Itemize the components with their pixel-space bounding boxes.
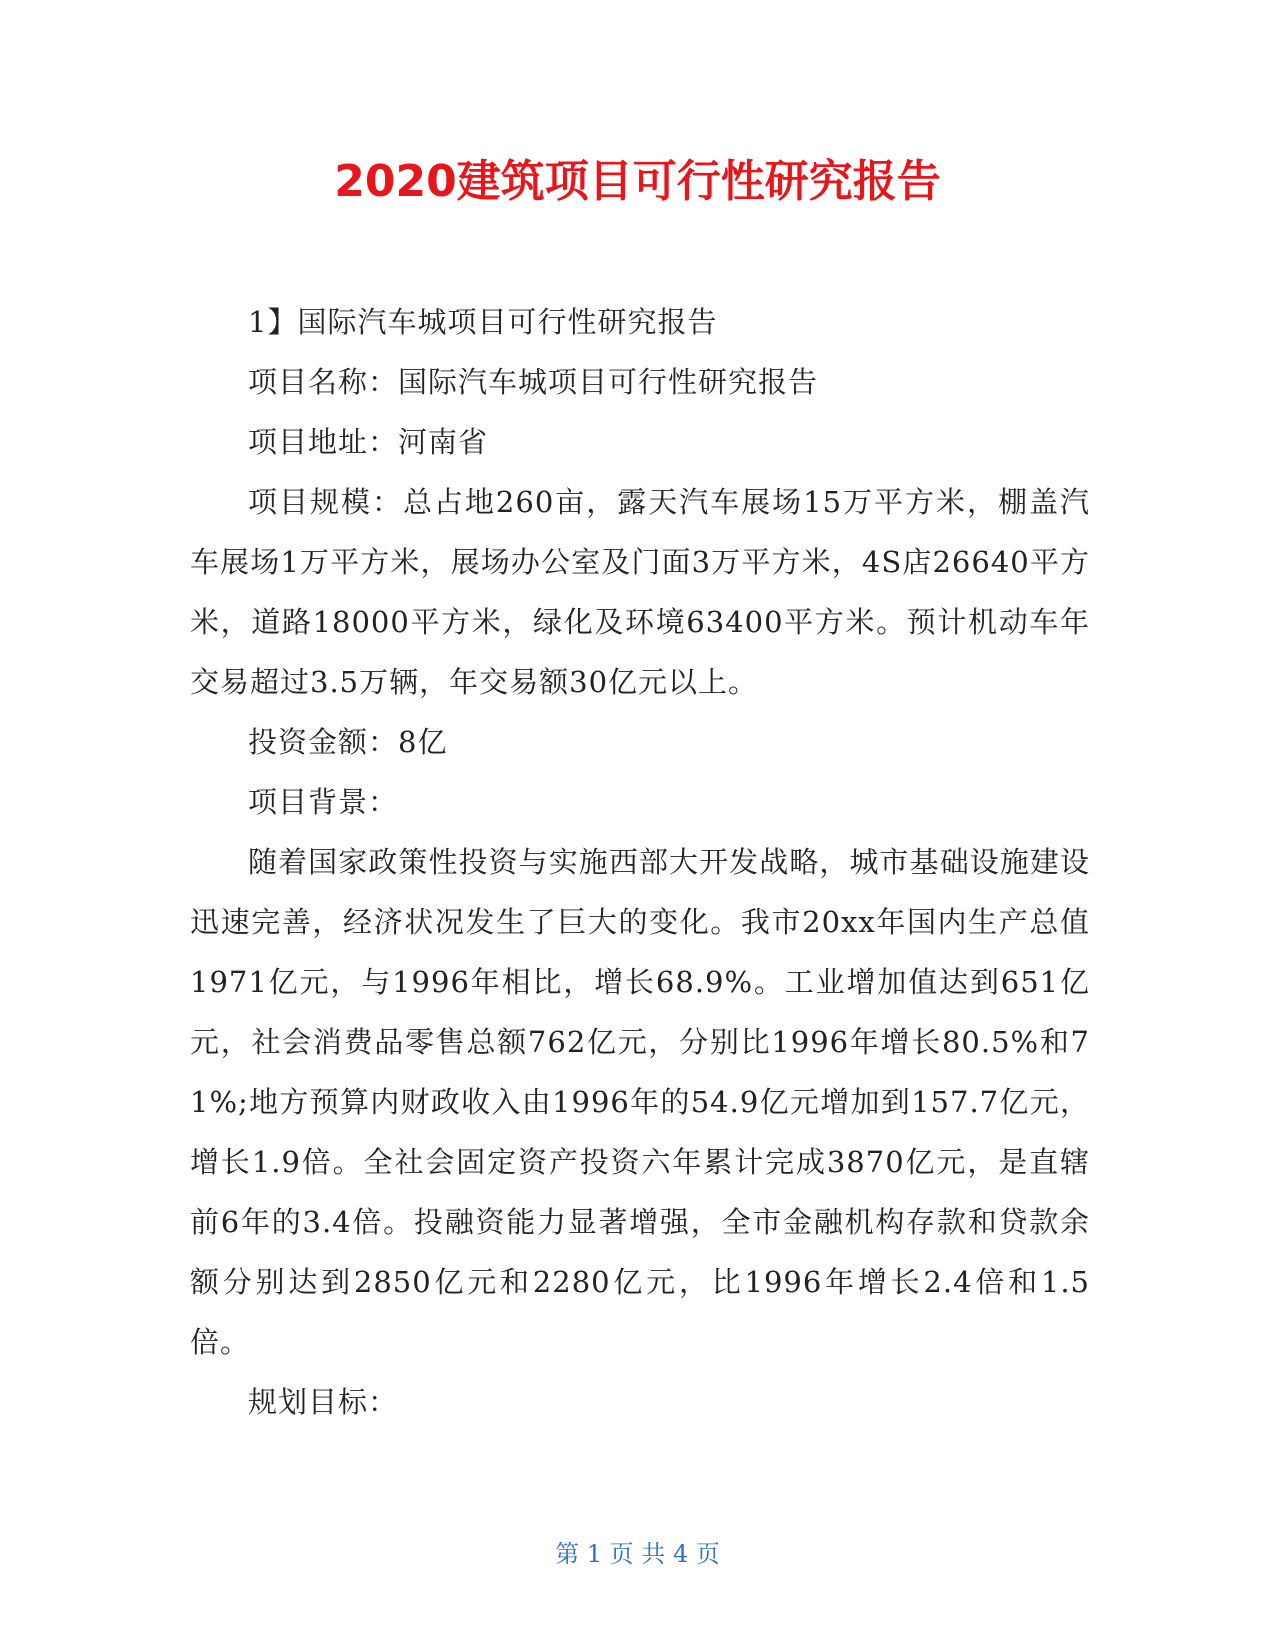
paragraph-planning-goal: 规划目标：	[248, 1385, 399, 1419]
paragraph-background-heading: 项目背景：	[248, 785, 399, 819]
paragraph-investment-amount: 投资金额：8亿	[248, 725, 448, 759]
page-footer: 第 1 页 共 4 页	[555, 1540, 720, 1568]
document-title: 2020建筑项目可行性研究报告	[334, 156, 941, 207]
paragraph-report-heading: 1】国际汽车城项目可行性研究报告	[248, 305, 718, 339]
paragraph-project-name: 项目名称：国际汽车城项目可行性研究报告	[248, 365, 819, 399]
document-body	[190, 292, 1090, 1432]
paragraph-project-scale: 项目规模：总占地260亩，露天汽车展场15万平方米，棚盖汽车展场1万平方米，展场办公室及门面3万平方米，4S店26640平方米，道路18000平方米，绿化及环境63400平方米。预计机动车年交易超过3.5万辆，年交易额30亿元以上。	[190, 485, 1090, 699]
paragraph-background-text: 随着国家政策性投资与实施西部大开发战略，城市基础设施建设迅速完善，经济状况发生了巨大的变化。我市20xx年国内生产总值1971亿元，与1996年相比，增长68.9%。工业增加值达到651亿元，社会消费品零售总额762亿元，分别比1996年增长80.5%和71%;地方预算内财政收入由1996年的54.9亿元增加到157.7亿元，增长1.9倍。全社会固定资产投资六年累计完成3870亿元，是直辖前6年的3.4倍。投融资能力显著增强，全市金融机构存款和贷款余额分别达到2850亿元和2280亿元，比1996年增长2.4倍和1.5倍。	[190, 845, 1090, 1359]
paragraph-project-address: 项目地址：河南省	[248, 425, 489, 459]
